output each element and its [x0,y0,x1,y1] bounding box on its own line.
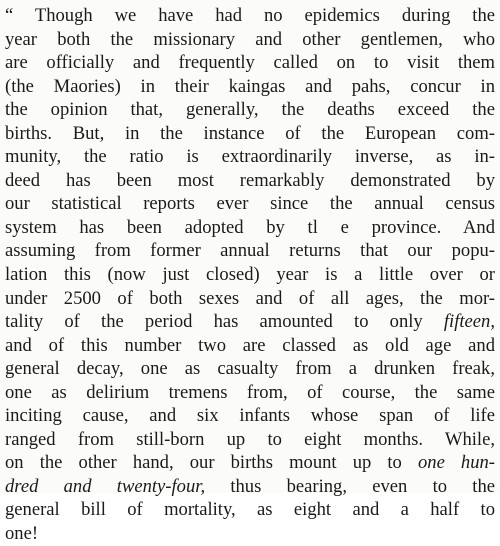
italic-text: one hun- [417,452,496,474]
document-text [5,4,495,546]
text-line [5,28,495,52]
text-segment: our statistical reports ever since the annual census [5,193,495,215]
text-line [5,145,495,169]
text-line [5,216,495,240]
text-line [5,404,495,428]
text-segment: general decay, one as casualty from a drunken freak, [5,358,495,380]
text-line [5,239,495,263]
italic-text: dred and twenty-four, [5,475,206,497]
text-line [5,334,495,358]
text-line [5,428,495,452]
text-line [5,475,495,499]
text-segment: ranged from still-born up to eight months. While, [5,428,495,450]
text-line [5,98,495,122]
text-segment: thus bearing, even to the [205,475,496,497]
text-segment: assuming from former annual returns that our popu- [5,240,495,262]
text-segment: lation this (now just closed) year is a little over or [5,264,495,286]
text-segment: under 2500 of both sexes and of all ages, the mor- [5,287,495,309]
text-line [5,451,495,475]
text-segment: system has been adopted by tl e province. And [5,216,495,238]
text-segment: munity, the ratio is extraordinarily inverse, as in- [5,146,495,168]
text-line [5,122,495,146]
italic-text: fifteen, [443,311,495,333]
text-line [5,357,495,381]
text-line [5,263,495,287]
text-segment: one! [5,523,39,545]
text-segment: year both the missionary and other gentlemen, who [5,28,495,50]
text-line [5,381,495,405]
text-segment: tality of the period has amounted to only [5,311,444,333]
text-segment: “ Though we have had no epidemics during the [5,5,495,26]
text-segment: one as delirium tremens from, of course, the same [5,381,495,403]
text-segment: (the Maories) in their kaingas and pahs, concur in [5,75,495,97]
text-line [5,192,495,216]
text-line [5,4,495,28]
text-segment: births. But, in the instance of the European com- [5,122,495,144]
text-segment: deed has been most remarkably demonstrated by [5,169,495,191]
text-line [5,169,495,193]
text-line [5,51,495,75]
text-line [5,287,495,311]
text-line [5,522,495,546]
text-segment: inciting cause, and six infants whose span of life [5,405,495,427]
text-segment: general bill of mortality, as eight and a half to [5,499,495,521]
text-segment: on the other hand, our births mount up to [5,452,418,474]
text-segment: the opinion that, generally, the deaths exceed the [5,99,495,121]
text-line [5,310,495,334]
text-segment: are officially and frequently called on to visit them [5,52,495,74]
text-line [5,75,495,99]
text-line [5,498,495,522]
text-segment: and of this number two are classed as old age and [5,334,495,356]
